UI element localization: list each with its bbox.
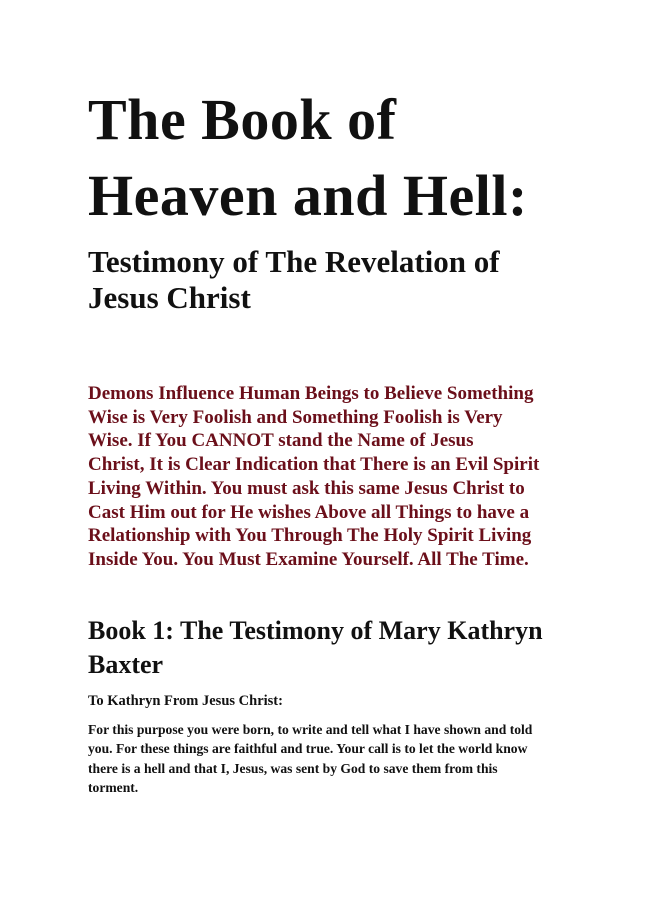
warning-line: Inside You. You Must Examine Yourself. All The Time. [88,548,529,570]
title-line: Heaven and Hell: [88,163,528,228]
body-line: there is a hell and that I, Jesus, was sent by God to save them from this [88,760,498,776]
warning-line: Cast Him out for He wishes Above all Things to have a [88,501,530,523]
body-line: you. For these things are faithful and true. Your call is to let the world know [88,741,528,757]
warning-line: Wise is Very Foolish and Something Foolish is Very [88,406,503,428]
body-line: torment. [88,779,139,795]
body-paragraph [88,720,532,797]
document-subtitle [88,244,500,316]
warning-line: Relationship with You Through The Holy Spirit Living [88,525,532,547]
book-heading-line: Book 1: The Testimony of Mary Kathryn [88,616,543,645]
book-heading-line: Baxter [88,650,164,679]
book-heading [88,614,543,682]
warning-line: Living Within. You must ask this same Jesus Christ to [88,477,525,499]
warning-line: Wise. If You CANNOT stand the Name of Jesus [88,430,474,452]
document-title [88,82,528,234]
body-line: For this purpose you were born, to write and tell what I have shown and told [88,722,533,737]
subtitle-line: Testimony of The Revelation of [88,244,500,279]
warning-paragraph [88,382,539,572]
warning-line: Christ, It is Clear Indication that There is an Evil Spirit [88,454,540,476]
subtitle-line: Jesus Christ [88,280,251,315]
warning-line: Demons Influence Human Beings to Believe Something [88,383,534,404]
salutation: To Kathryn From Jesus Christ: [88,693,283,709]
title-line: The Book of [88,87,397,152]
